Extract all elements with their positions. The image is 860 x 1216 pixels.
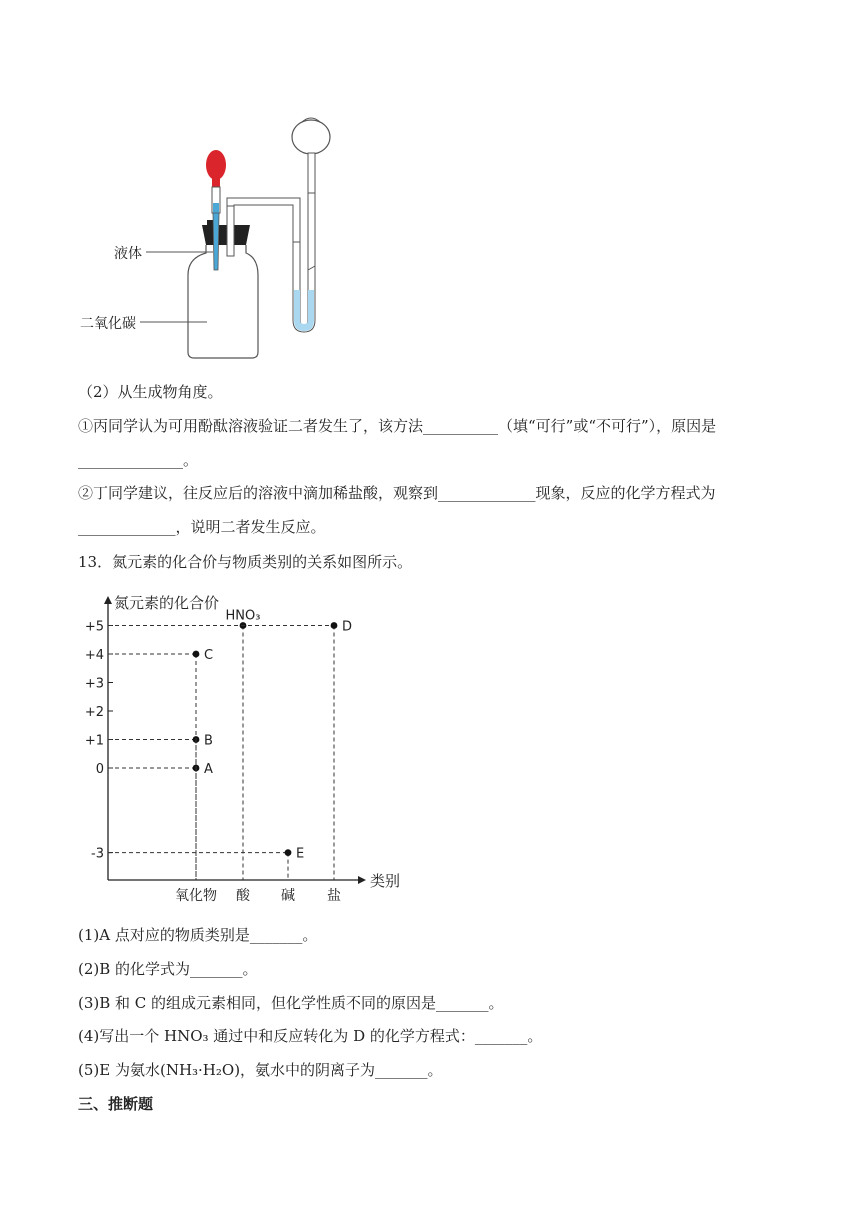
point-label: B xyxy=(204,733,213,749)
section-title: 三、推断题 xyxy=(78,1095,154,1113)
q13-item5: (5)E 为氨水(NH₃·H₂O)，氨水中的阴离子为_______。 xyxy=(78,1061,443,1079)
y-tick-label: +4 xyxy=(84,648,104,663)
x-tick-label: 碱 xyxy=(281,888,295,904)
data-point xyxy=(193,651,200,658)
q13-item3: (3)B 和 C 的组成元素相同，但化学性质不同的原因是_______。 xyxy=(78,994,504,1012)
label-carbon-dioxide: 二氧化碳 xyxy=(80,316,136,332)
x-tick-label: 酸 xyxy=(236,888,250,904)
label-liquid: 液体 xyxy=(114,246,142,262)
y-tick-label: +2 xyxy=(84,705,104,720)
q13-item1: (1)A 点对应的物质类别是_______。 xyxy=(78,926,318,944)
q13-intro: 13．氮元素的化合价与物质类别的关系如图所示。 xyxy=(78,553,413,571)
item1-line2: ______________。 xyxy=(78,451,199,469)
point-label: HNO₃ xyxy=(225,608,261,624)
bottle-shape xyxy=(188,245,258,358)
y-tick-label: +3 xyxy=(84,676,104,692)
y-axis-arrow xyxy=(104,596,112,604)
apparatus-figure xyxy=(70,110,350,365)
stopper-shape xyxy=(202,225,250,245)
item2-line1: ②丁同学建议，往反应后的溶液中滴加稀盐酸，观察到_____________现象，反应的化学方程式为 xyxy=(78,484,716,502)
item2-line2: _____________，说明二者发生反应。 xyxy=(78,518,326,536)
x-axis-arrow xyxy=(358,876,366,884)
x-axis-label: 类别 xyxy=(370,872,401,890)
item1-line1: ①丙同学认为可用酚酞溶液验证二者发生了，该方法__________（填“可行”或“不可行”），原因是 xyxy=(78,417,717,435)
y-tick-label: +1 xyxy=(84,733,104,749)
data-point xyxy=(285,849,292,856)
x-tick-label: 氧化物 xyxy=(175,888,217,904)
point-label: D xyxy=(342,619,353,635)
data-point xyxy=(331,622,338,629)
q13-item4: (4)写出一个 HNO₃ 通过中和反应转化为 D 的化学方程式：_______。 xyxy=(78,1027,543,1045)
point-label: A xyxy=(204,762,213,777)
y-tick-label: -3 xyxy=(91,846,104,862)
point-label: E xyxy=(296,846,305,862)
y-tick-label: 0 xyxy=(95,762,104,777)
x-tick-label: 盐 xyxy=(327,888,341,904)
funnel-bulb-shape xyxy=(292,120,330,154)
y-tick-label: +5 xyxy=(84,619,104,635)
q13-item2: (2)B 的化学式为_______。 xyxy=(78,960,258,978)
point-label: C xyxy=(204,648,214,663)
valence-chart xyxy=(78,588,418,908)
y-axis-label: 氮元素的化合价 xyxy=(114,594,220,612)
part2-heading: （2）从生成物角度。 xyxy=(78,383,223,401)
